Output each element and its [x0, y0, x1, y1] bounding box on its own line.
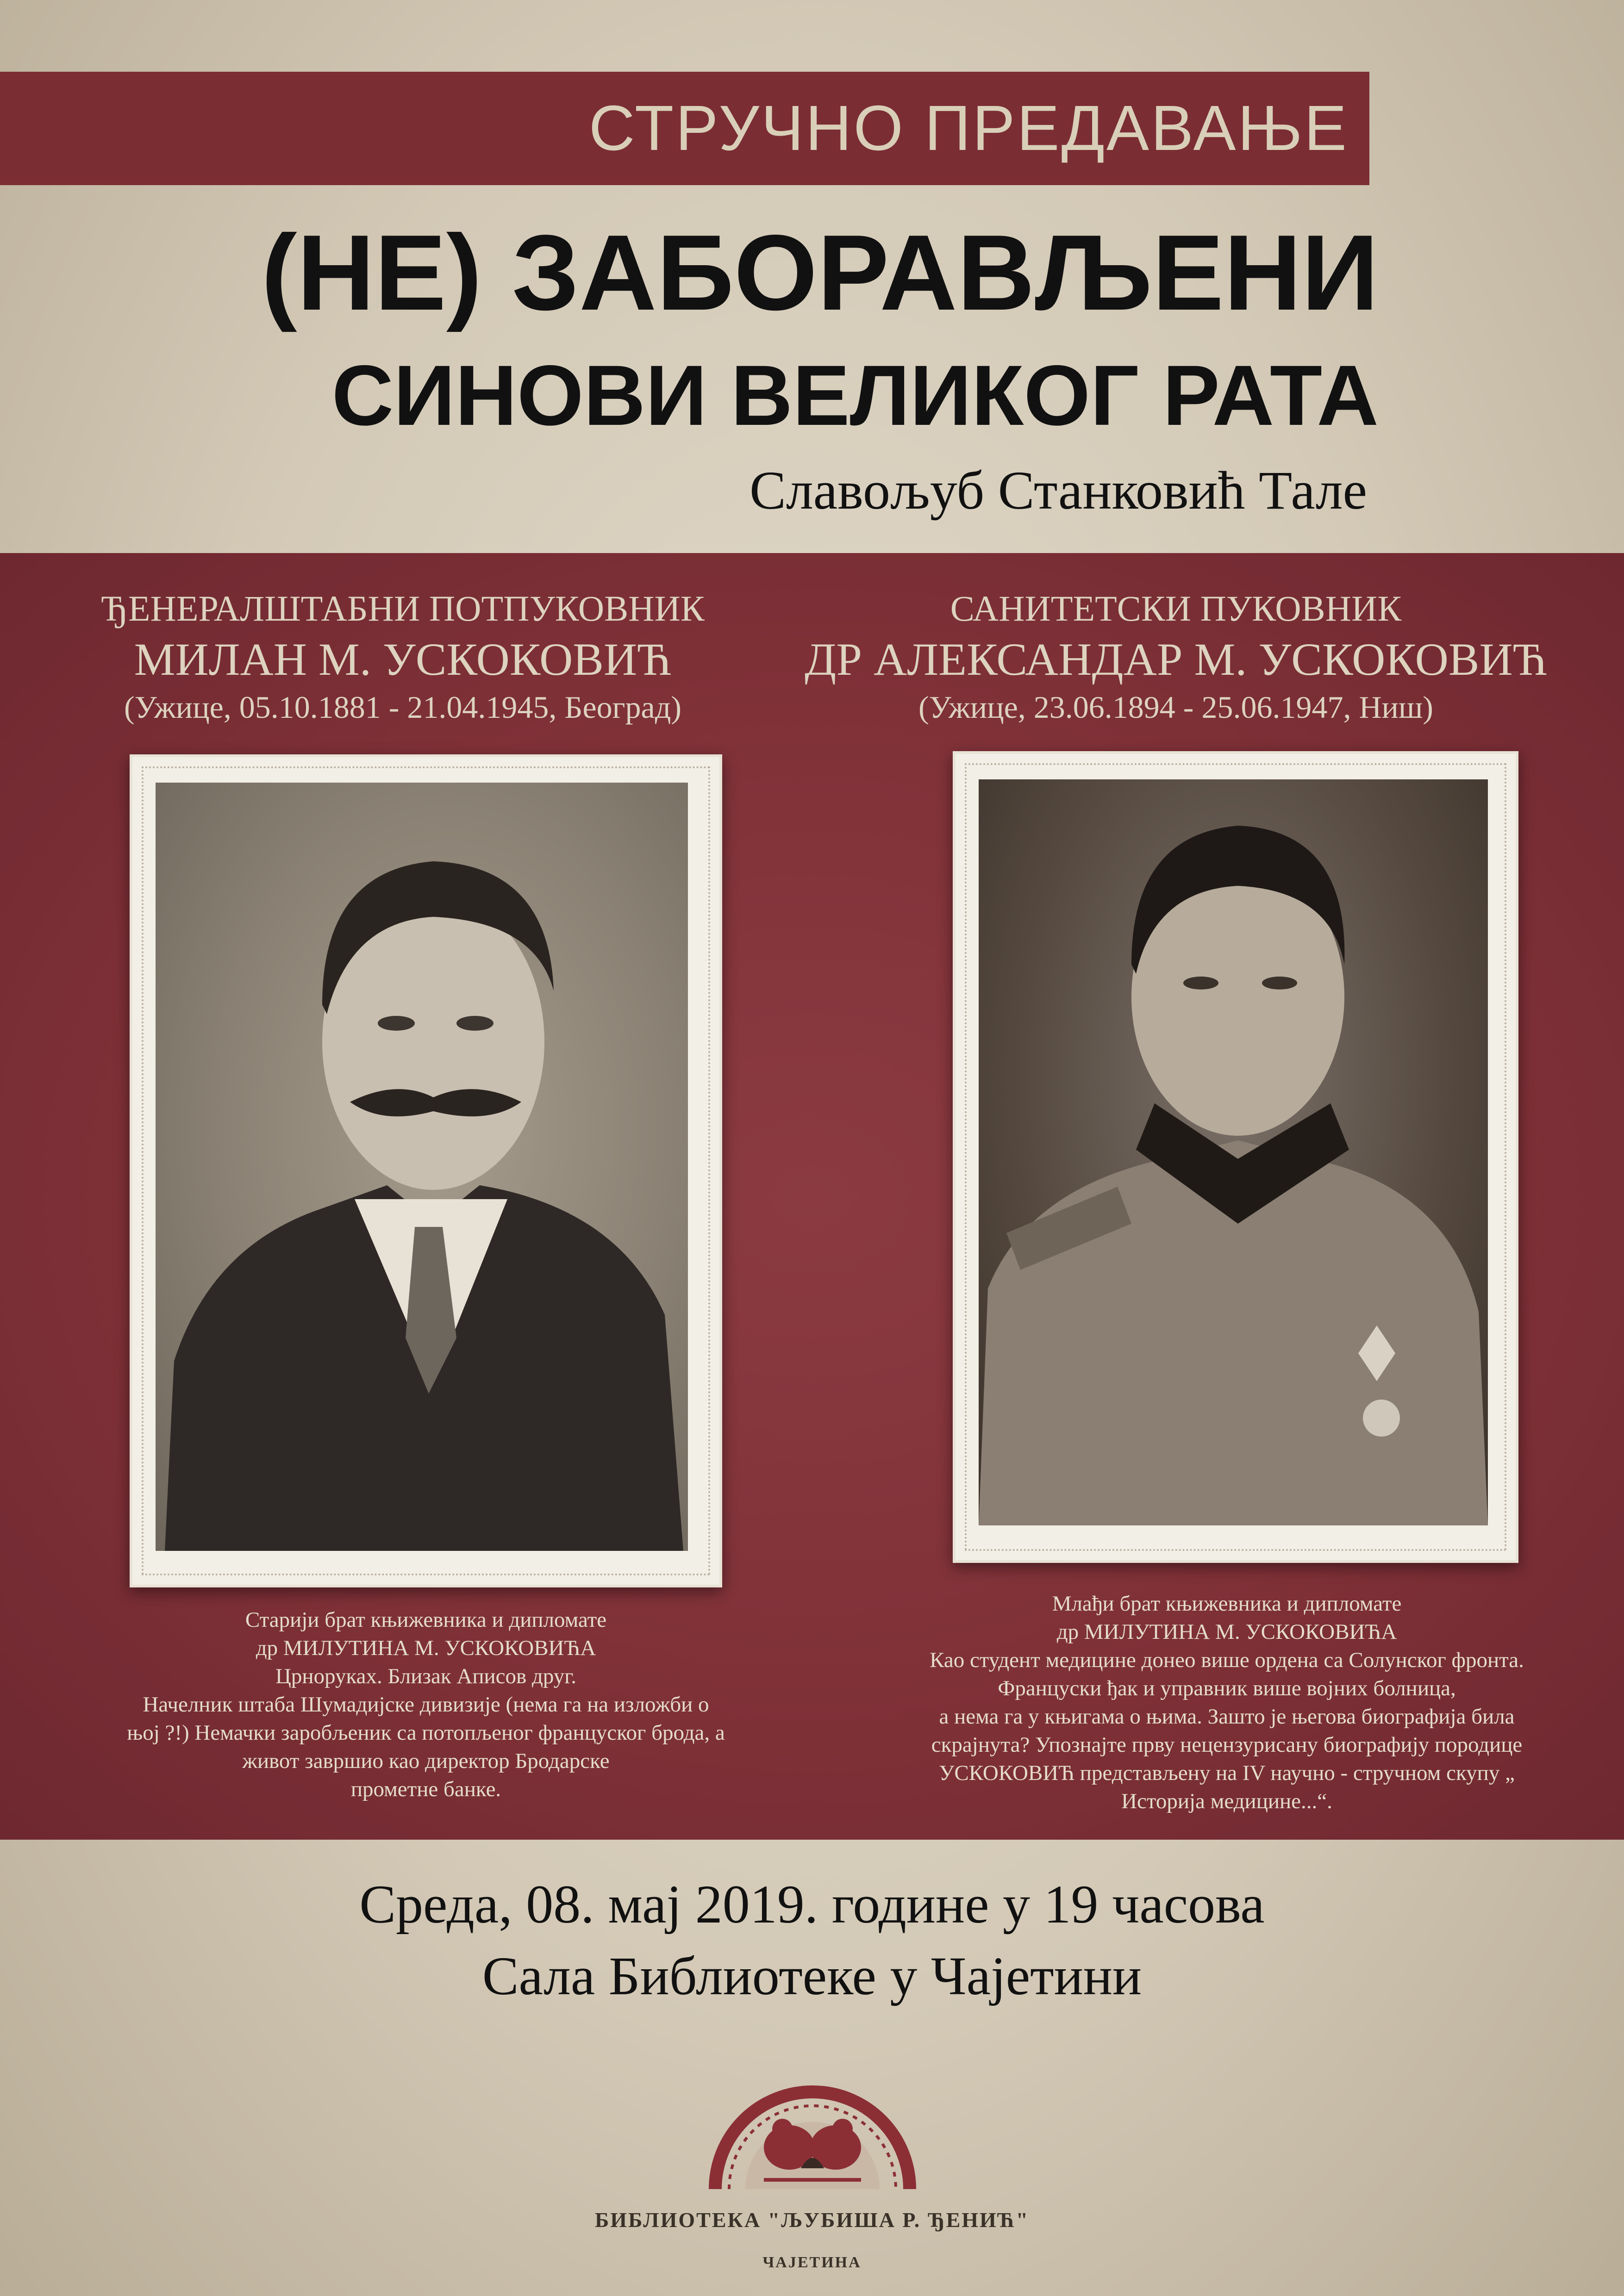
description-line: Старији брат књижевника и дипломате — [245, 1608, 607, 1632]
title-line-1: (НЕ) ЗАБОРАВЉЕНИ — [261, 213, 1379, 333]
description-line: Млађи брат књижевника и дипломате — [1052, 1592, 1402, 1616]
description-line: Француски ђак и управник више војних болница, — [998, 1676, 1456, 1700]
description-line: живот завршио као директор Бродарске — [242, 1749, 610, 1773]
portrait-photo-milan — [156, 783, 688, 1551]
person-dates: (Ужице, 05.10.1881 - 21.04.1945, Београд) — [124, 690, 681, 725]
event-date: Среда, 08. мај 2019. године у 19 часова — [359, 1874, 1265, 1935]
person-heading-right — [755, 585, 1597, 727]
portrait-silhouette-icon — [979, 779, 1488, 1525]
description-line: УСКОКОВИЋ представљену на IV научно - стручном скупу „ — [939, 1761, 1515, 1785]
description-line: Црноруках. Близак Аписов друг. — [275, 1664, 576, 1688]
person-heading-left — [69, 585, 736, 727]
description-line: Као студент медицине донео више ордена са Солунског фронта. — [930, 1648, 1524, 1672]
person-description-left — [125, 1606, 727, 1804]
description-line: прометне банке. — [350, 1777, 501, 1801]
description-line: Начелник штаба Шумадијске дивизије (нема га на изложби о — [143, 1692, 709, 1717]
description-line: др МИЛУТИНА М. УСКОКОВИЋА — [1056, 1620, 1397, 1644]
library-name: БИБЛИОТЕКА "ЉУБИША Р. ЂЕНИЋ" — [594, 2208, 1030, 2232]
person-description-right — [880, 1590, 1574, 1816]
description-line: др МИЛУТИНА М. УСКОКОВИЋА — [256, 1636, 596, 1660]
portrait-frame-left — [130, 754, 722, 1587]
person-rank: ЂЕНЕРАЛШТАБНИ ПОТПУКОВНИК — [101, 588, 705, 628]
event-venue: Сала Библиотеке у Чајетини — [482, 1946, 1142, 2006]
lecture-tag-bar — [0, 72, 1369, 185]
portrait-frame-right — [953, 751, 1518, 1563]
portrait-silhouette-icon — [156, 783, 688, 1551]
person-name: ДР АЛЕКСАНДАР М. УСКОКОВИЋ — [805, 634, 1547, 685]
description-line: Историја медицине...“. — [1121, 1789, 1332, 1813]
title-line-2: СИНОВИ ВЕЛИКОГ РАТА — [331, 348, 1379, 443]
description-line: њој ?!) Немачки заробљеник са потопљеног француског брода, а — [127, 1721, 725, 1745]
person-rank: САНИТЕТСКИ ПУКОВНИК — [950, 588, 1402, 628]
lecture-tag: СТРУЧНО ПРЕДАВАЊЕ — [588, 93, 1349, 164]
library-city: ЧАЈЕТИНА — [762, 2254, 862, 2271]
author-name: Славољуб Станковић Тале — [750, 460, 1367, 521]
library-emblem-icon — [708, 2055, 917, 2194]
portrait-photo-aleksandar — [979, 779, 1488, 1525]
description-line: а нема га у књигама о њима. Зашто је његова биографија била — [939, 1705, 1515, 1729]
person-name: МИЛАН М. УСКОКОВИЋ — [134, 634, 672, 685]
person-dates: (Ужице, 23.06.1894 - 25.06.1947, Ниш) — [918, 690, 1433, 725]
description-line: скрајнута? Упознајте прву нецензурисану биографију породице — [931, 1733, 1523, 1757]
